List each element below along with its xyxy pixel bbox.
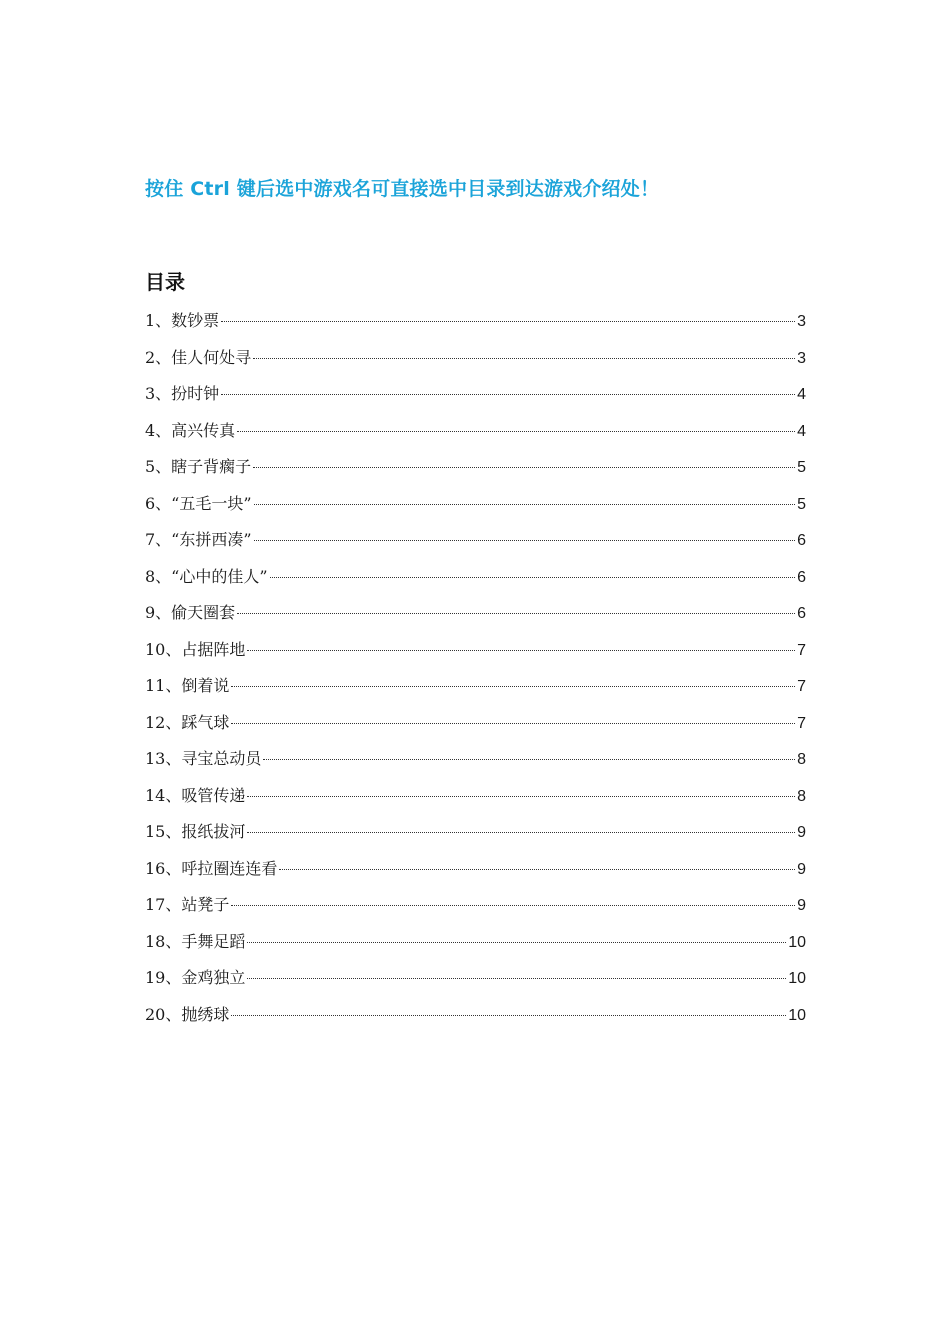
- toc-entry-title[interactable]: 10、占据阵地: [145, 639, 246, 659]
- toc-entry[interactable]: [145, 418, 806, 455]
- toc-entry[interactable]: [145, 856, 806, 893]
- toc-entry-page[interactable]: 6: [797, 568, 806, 586]
- toc-entry-title[interactable]: 7、“东拼西凑”: [145, 530, 252, 549]
- table-of-contents: [145, 308, 806, 1038]
- toc-entry[interactable]: [145, 673, 806, 710]
- toc-entry-title[interactable]: 4、高兴传真: [145, 420, 236, 440]
- toc-entry-page[interactable]: 5: [797, 459, 806, 476]
- toc-entry-page[interactable]: 6: [797, 532, 806, 549]
- dot-leader: [237, 613, 795, 614]
- toc-entry-page[interactable]: 7: [797, 678, 806, 695]
- dot-leader: [237, 431, 795, 432]
- toc-entry-page[interactable]: 3: [797, 349, 806, 367]
- dot-leader: [231, 905, 795, 906]
- toc-entry[interactable]: [145, 783, 806, 820]
- toc-entry-title[interactable]: 11、倒着说: [145, 676, 230, 695]
- toc-entry-page[interactable]: 7: [797, 641, 806, 659]
- toc-entry-title[interactable]: 2、佳人何处寻: [145, 347, 252, 367]
- toc-entry-title[interactable]: 18、手舞足蹈: [145, 931, 246, 951]
- dot-leader: [254, 540, 796, 541]
- toc-entry[interactable]: [145, 381, 806, 418]
- dot-leader: [253, 358, 795, 359]
- dot-leader: [270, 577, 796, 578]
- toc-entry-page[interactable]: 5: [797, 495, 806, 513]
- toc-entry-title[interactable]: 20、抛绣球: [145, 1004, 230, 1024]
- toc-heading: 目录: [145, 270, 185, 294]
- toc-entry[interactable]: [145, 491, 806, 528]
- toc-entry-page[interactable]: 3: [797, 313, 806, 330]
- dot-leader: [253, 467, 795, 468]
- toc-entry[interactable]: [145, 454, 806, 491]
- toc-entry[interactable]: [145, 746, 806, 783]
- toc-entry-title[interactable]: 6、“五毛一块”: [145, 493, 252, 513]
- toc-entry-page[interactable]: 10: [788, 970, 806, 987]
- toc-entry[interactable]: [145, 929, 806, 966]
- toc-entry[interactable]: [145, 1002, 806, 1039]
- dot-leader: [221, 321, 795, 322]
- dot-leader: [247, 978, 786, 979]
- dot-leader: [231, 1015, 786, 1016]
- toc-entry[interactable]: [145, 527, 806, 564]
- toc-entry-page[interactable]: 6: [797, 605, 806, 622]
- dot-leader: [254, 504, 796, 505]
- dot-leader: [231, 723, 795, 724]
- toc-entry-page[interactable]: 4: [797, 422, 806, 440]
- toc-entry[interactable]: [145, 308, 806, 345]
- toc-entry-page[interactable]: 7: [797, 714, 806, 732]
- toc-entry-title[interactable]: 16、呼拉圈连连看: [145, 858, 278, 878]
- dot-leader: [263, 759, 795, 760]
- toc-entry-title[interactable]: 12、踩气球: [145, 712, 230, 732]
- toc-entry[interactable]: [145, 345, 806, 382]
- dot-leader: [231, 686, 795, 687]
- toc-entry-title[interactable]: 9、偷天圈套: [145, 603, 236, 622]
- toc-entry-page[interactable]: 8: [797, 751, 806, 768]
- toc-entry-page[interactable]: 8: [797, 787, 806, 805]
- toc-entry-page[interactable]: 9: [797, 860, 806, 878]
- toc-entry-page[interactable]: 4: [797, 386, 806, 403]
- toc-entry[interactable]: [145, 637, 806, 674]
- ctrl-click-notice: 按住 Ctrl 键后选中游戏名可直接选中目录到达游戏介绍处！: [145, 178, 660, 200]
- toc-entry-title[interactable]: 3、扮时钟: [145, 384, 220, 403]
- toc-entry-title[interactable]: 17、站凳子: [145, 895, 230, 914]
- toc-entry[interactable]: [145, 710, 806, 747]
- dot-leader: [221, 394, 795, 395]
- toc-entry[interactable]: [145, 892, 806, 929]
- toc-entry-page[interactable]: 9: [797, 824, 806, 841]
- dot-leader: [247, 650, 795, 651]
- toc-entry-title[interactable]: 15、报纸拔河: [145, 822, 246, 841]
- toc-entry-title[interactable]: 1、数钞票: [145, 311, 220, 330]
- dot-leader: [247, 942, 786, 943]
- toc-entry-page[interactable]: 10: [788, 933, 806, 951]
- dot-leader: [279, 869, 795, 870]
- toc-entry-title[interactable]: 5、瞎子背瘸子: [145, 457, 252, 476]
- toc-entry-page[interactable]: 9: [797, 897, 806, 914]
- toc-entry[interactable]: [145, 600, 806, 637]
- dot-leader: [247, 832, 795, 833]
- toc-entry[interactable]: [145, 965, 806, 1002]
- toc-entry-title[interactable]: 19、金鸡独立: [145, 968, 246, 987]
- toc-entry-title[interactable]: 8、“心中的佳人”: [145, 566, 268, 586]
- toc-entry-page[interactable]: 10: [788, 1006, 806, 1024]
- dot-leader: [247, 796, 795, 797]
- toc-entry[interactable]: [145, 819, 806, 856]
- toc-entry[interactable]: [145, 564, 806, 601]
- toc-entry-title[interactable]: 14、吸管传递: [145, 785, 246, 805]
- toc-entry-title[interactable]: 13、寻宝总动员: [145, 749, 262, 768]
